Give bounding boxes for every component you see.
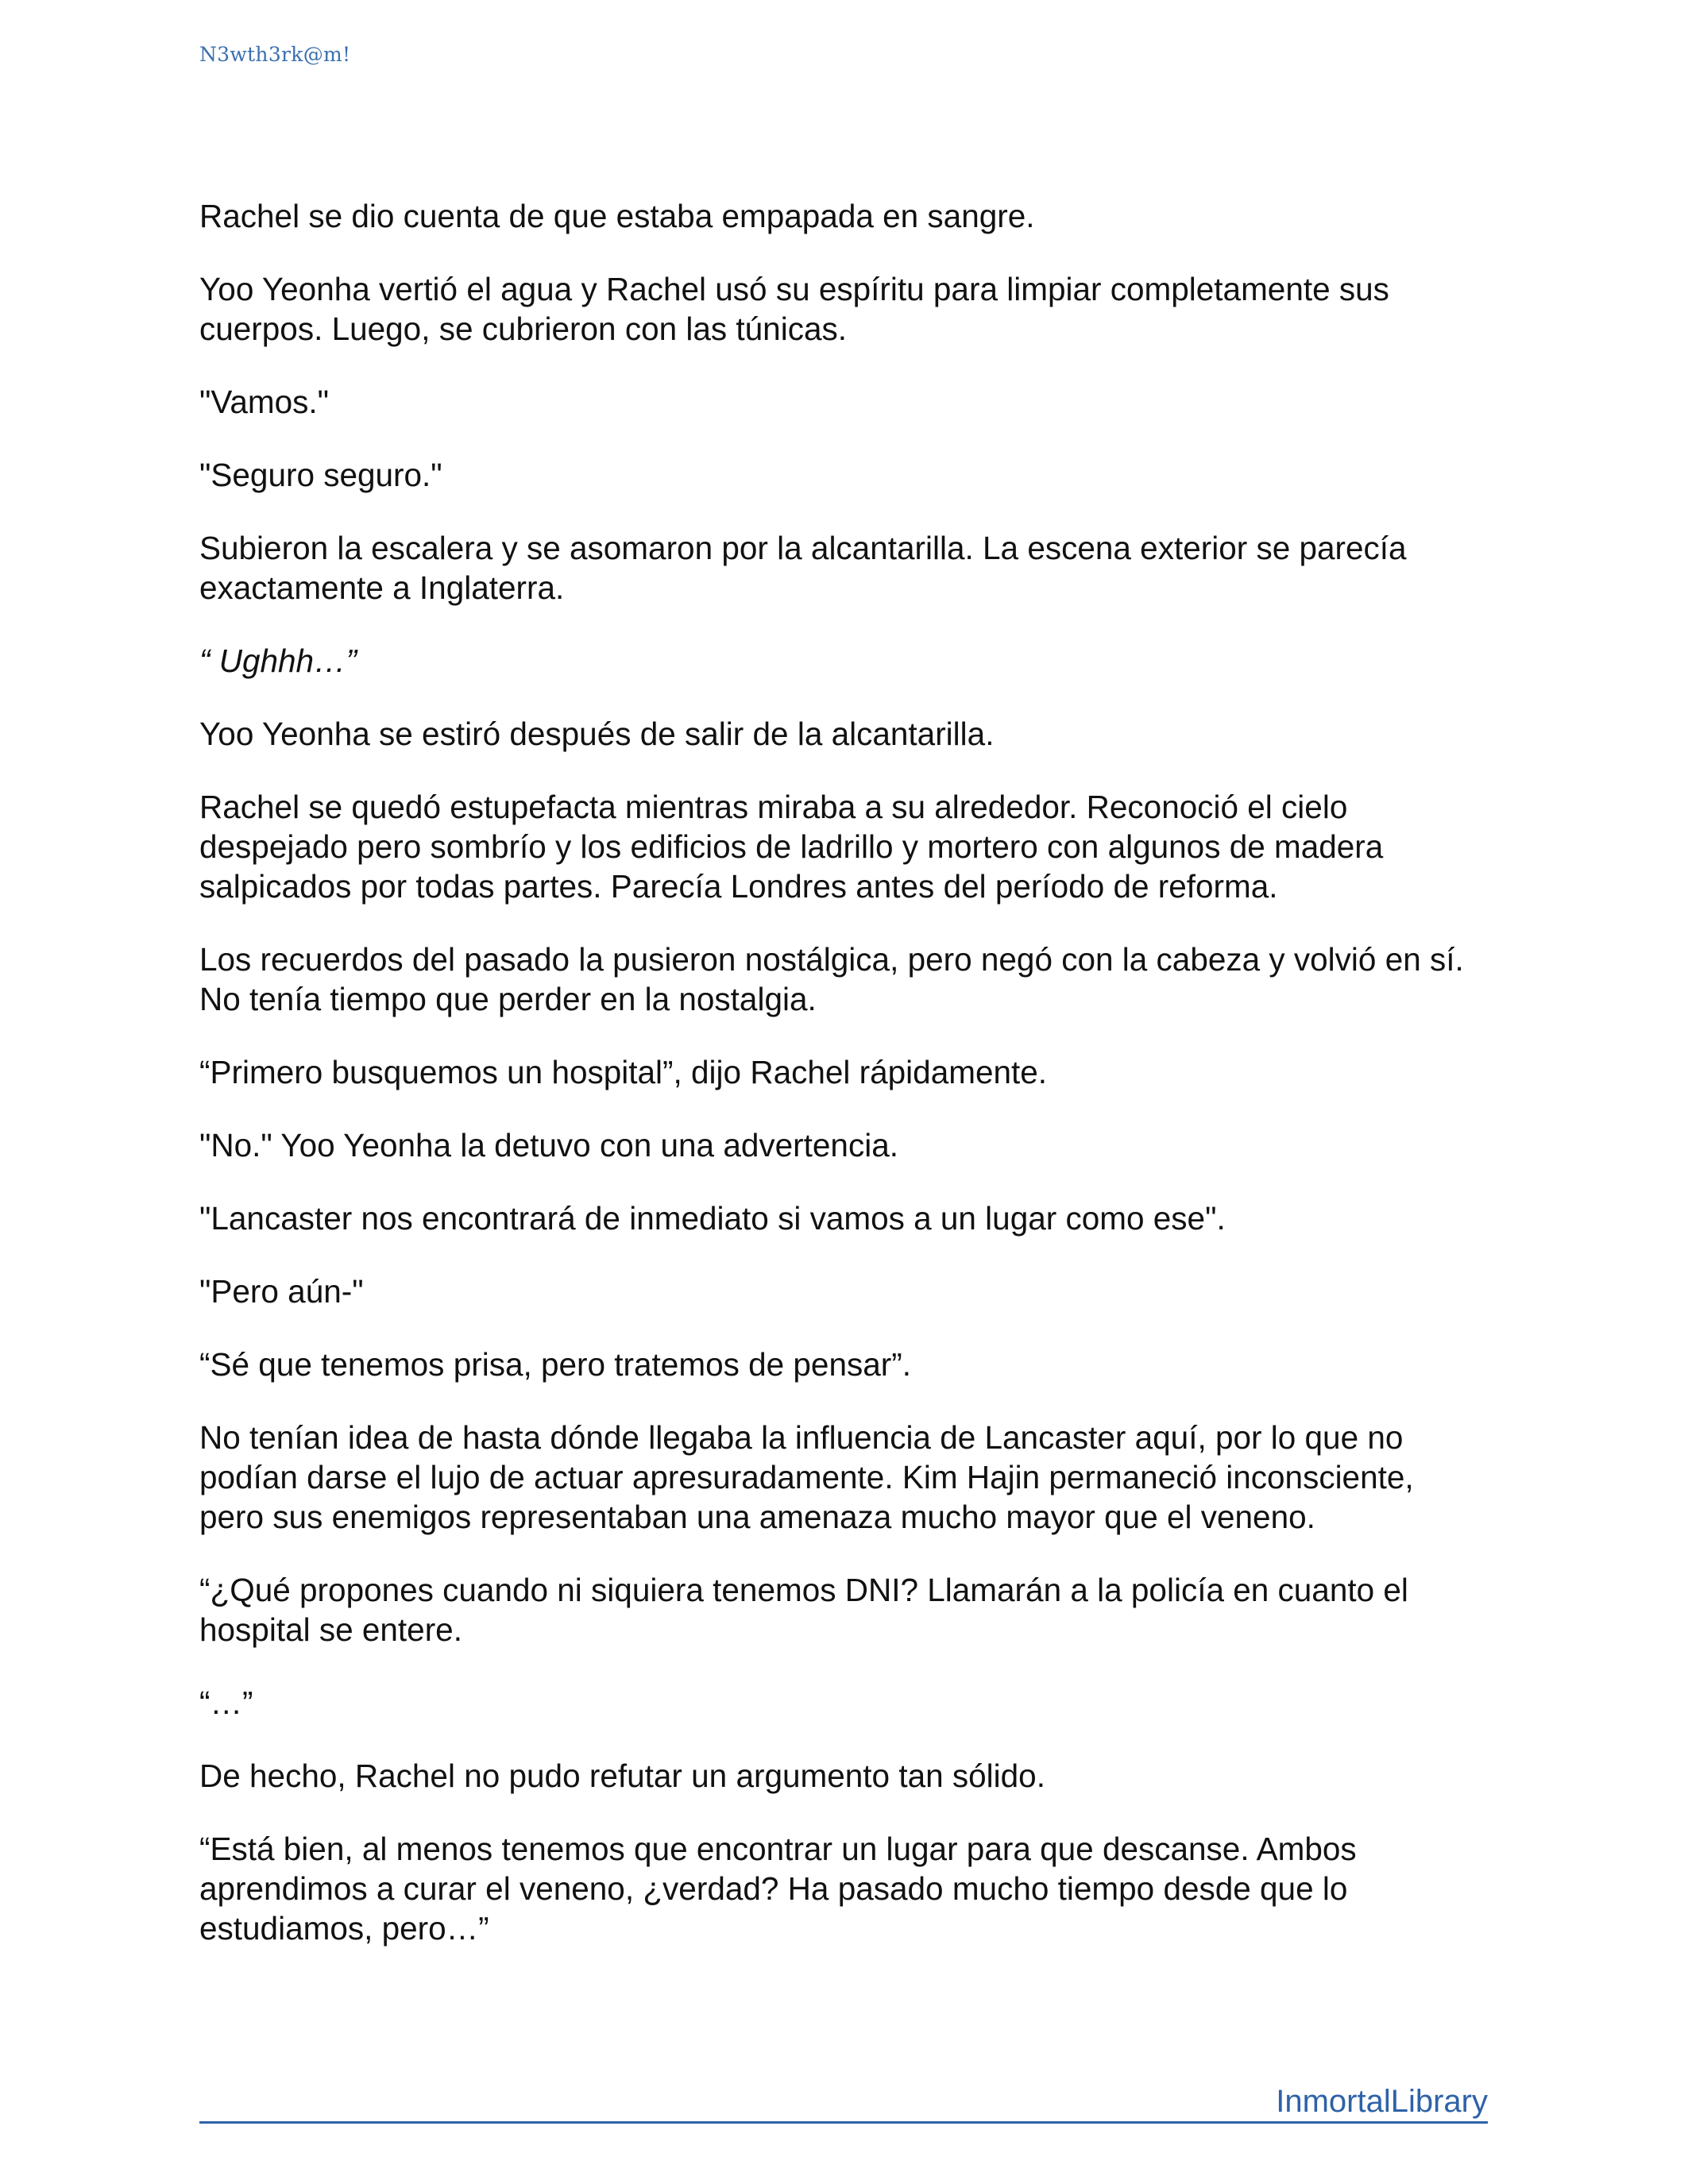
paragraph: “Sé que tenemos prisa, pero tratemos de pensar”. (199, 1346, 911, 1383)
paragraph: “Primero busquemos un hospital”, dijo Rachel rápidamente. (199, 1054, 1048, 1090)
footer-rule (199, 2121, 1488, 2124)
paragraph: De hecho, Rachel no pudo refutar un argumento tan sólido. (199, 1758, 1045, 1794)
paragraph-italic: “ Ughhh…” (199, 642, 357, 679)
paragraph: "Seguro seguro." (199, 457, 442, 493)
body-text (199, 196, 1486, 1981)
footer-library-link[interactable]: InmortalLibrary (1276, 2084, 1488, 2119)
paragraph: "Vamos." (199, 384, 330, 420)
paragraph: No tenían idea de hasta dónde llegaba la influencia de Lancaster aquí, por lo que no podían darse el lujo de actuar apresuradamente. Kim Hajin permaneció inconsciente, pero sus enemigos representaban una amenaza mucho mayor que el veneno. (199, 1419, 1414, 1535)
paragraph: “…” (199, 1684, 253, 1721)
paragraph: Rachel se quedó estupefacta mientras miraba a su alrededor. Reconoció el cielo despejado pero sombrío y los edificios de ladrillo y mortero con algunos de madera salpicados por todas partes. Parecía Londres antes del período de reforma. (199, 789, 1384, 905)
paragraph: "Pero aún-" (199, 1273, 364, 1310)
paragraph: Yoo Yeonha se estiró después de salir de la alcantarilla. (199, 716, 995, 752)
paragraph: Los recuerdos del pasado la pusieron nostálgica, pero negó con la cabeza y volvió en sí. No tenía tiempo que perder en la nostalgia. (199, 941, 1464, 1017)
paragraph: Yoo Yeonha vertió el agua y Rachel usó su espíritu para limpiar completamente sus cuerpos. Luego, se cubrieron con las túnicas. (199, 271, 1389, 347)
paragraph: "Lancaster nos encontrará de inmediato si vamos a un lugar como ese". (199, 1200, 1226, 1237)
paragraph: "No." Yoo Yeonha la detuvo con una advertencia. (199, 1127, 898, 1163)
paragraph: Rachel se dio cuenta de que estaba empapada en sangre. (199, 198, 1035, 234)
header-watermark-text: N3wth3rk@m! (199, 43, 351, 66)
paragraph: “Está bien, al menos tenemos que encontrar un lugar para que descanse. Ambos aprendimos a curar el veneno, ¿verdad? Ha pasado mucho tiempo desde que lo estudiamos, pero…” (199, 1831, 1357, 1947)
paragraph: Subieron la escalera y se asomaron por la alcantarilla. La escena exterior se parecía exactamente a Inglaterra. (199, 530, 1407, 606)
paragraph: “¿Qué propones cuando ni siquiera tenemos DNI? Llamarán a la policía en cuanto el hospital se entere. (199, 1572, 1408, 1648)
